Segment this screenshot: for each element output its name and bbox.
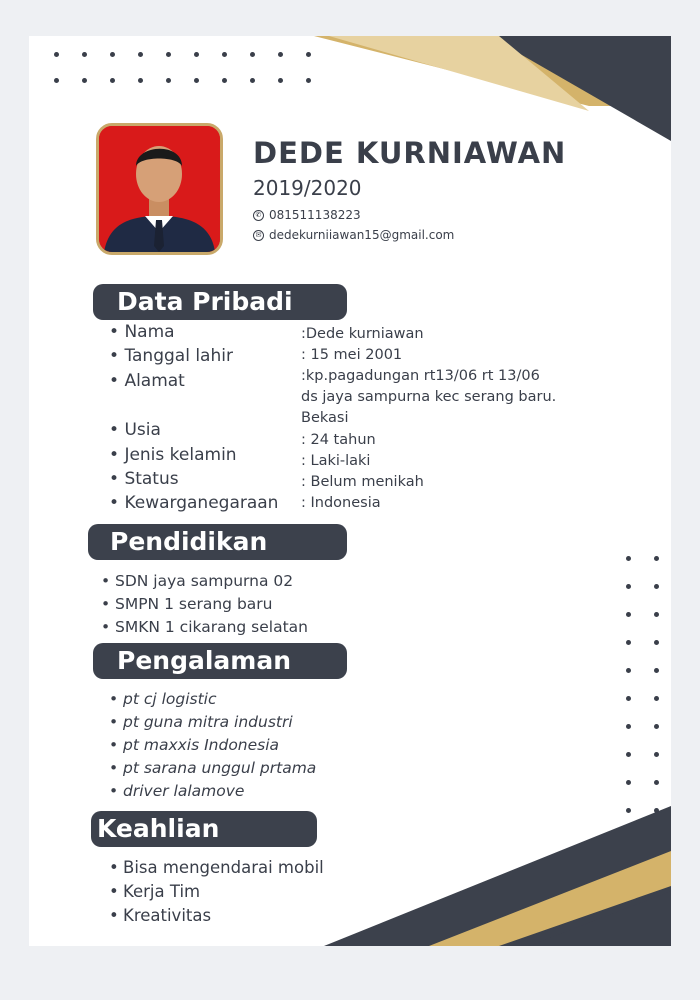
decorative-dot — [654, 696, 659, 701]
dot-grid-top — [54, 52, 324, 86]
decorative-dot — [166, 52, 171, 57]
list-item: • SMPN 1 serang baru — [101, 593, 308, 616]
decorative-dot — [278, 78, 283, 83]
decorative-dot — [138, 52, 143, 57]
alamat-line-2: ds jaya sampurna kec serang baru. — [301, 389, 557, 405]
decorative-dot — [278, 52, 283, 57]
decorative-dot — [654, 612, 659, 617]
value-tanggal-lahir: : 15 mei 2001 — [301, 347, 403, 363]
decorative-dot — [626, 556, 631, 561]
decorative-dot — [250, 78, 255, 83]
decorative-dot — [626, 808, 631, 813]
pengalaman-list — [109, 688, 316, 803]
value-alamat — [301, 366, 556, 429]
value-jenis-kelamin: : Laki-laki — [301, 453, 371, 469]
label-kewarganegaraan: • Kewarganegaraan — [109, 493, 279, 513]
keahlian-list — [109, 856, 324, 928]
decorative-dot — [194, 52, 199, 57]
decorative-dot — [138, 78, 143, 83]
decorative-dot — [654, 640, 659, 645]
list-item: • driver lalamove — [109, 780, 316, 803]
decorative-dot — [110, 52, 115, 57]
profile-photo — [96, 123, 223, 255]
decorative-dot — [626, 640, 631, 645]
list-item: • Kerja Tim — [109, 880, 324, 904]
phone-number: 081511138223 — [269, 208, 361, 222]
email-address: dedekurniiawan15@gmail.com — [269, 228, 455, 242]
list-item: • pt cj logistic — [109, 688, 316, 711]
section-title-pendidikan: Pendidikan — [88, 524, 347, 560]
list-item: • Bisa mengendarai mobil — [109, 856, 324, 880]
decorative-dot — [82, 52, 87, 57]
decorative-dot — [654, 556, 659, 561]
email-contact — [253, 228, 454, 242]
email-icon: ✉ — [253, 230, 264, 241]
decorative-dot — [654, 808, 659, 813]
value-kewarganegaraan: : Indonesia — [301, 495, 381, 511]
decorative-dot — [654, 752, 659, 757]
label-status: • Status — [109, 469, 179, 489]
decorative-dot — [54, 78, 59, 83]
list-item: • SMKN 1 cikarang selatan — [101, 616, 308, 639]
decorative-dot — [626, 584, 631, 589]
list-item: • pt sarana unggul prtama — [109, 757, 316, 780]
decorative-dot — [654, 584, 659, 589]
decorative-dot — [306, 52, 311, 57]
phone-contact — [253, 208, 361, 222]
dot-grid-right — [626, 556, 662, 816]
full-name: DEDE KURNIAWAN — [253, 136, 567, 170]
decorative-dot — [654, 668, 659, 673]
decorative-dot — [54, 52, 59, 57]
decorative-dot — [654, 780, 659, 785]
person-icon — [99, 126, 220, 252]
value-nama: :Dede kurniawan — [301, 326, 424, 342]
list-item: • SDN jaya sampurna 02 — [101, 570, 308, 593]
decorative-dot — [222, 52, 227, 57]
decorative-dot — [626, 696, 631, 701]
decorative-dot — [250, 52, 255, 57]
pendidikan-list — [101, 570, 308, 639]
decorative-dot — [306, 78, 311, 83]
decorative-dot — [654, 724, 659, 729]
decorative-dot — [626, 668, 631, 673]
year-range: 2019/2020 — [253, 176, 362, 200]
label-tanggal-lahir: • Tanggal lahir — [109, 346, 233, 366]
resume-page — [29, 36, 671, 946]
section-title-data-pribadi: Data Pribadi — [93, 284, 347, 320]
label-alamat: • Alamat — [109, 371, 185, 391]
label-nama: • Nama — [109, 322, 175, 342]
section-title-pengalaman: Pengalaman — [93, 643, 347, 679]
decorative-dot — [194, 78, 199, 83]
list-item: • pt maxxis Indonesia — [109, 734, 316, 757]
section-title-keahlian: Keahlian — [91, 811, 317, 847]
alamat-line-1: :kp.pagadungan rt13/06 rt 13/06 — [301, 368, 540, 384]
decorative-dot — [626, 752, 631, 757]
phone-icon: ✆ — [253, 210, 264, 221]
decorative-dot — [626, 612, 631, 617]
decorative-dot — [166, 78, 171, 83]
decorative-dot — [110, 78, 115, 83]
alamat-line-3: Bekasi — [301, 410, 349, 426]
label-usia: • Usia — [109, 420, 161, 440]
value-usia: : 24 tahun — [301, 432, 376, 448]
list-item: • Kreativitas — [109, 904, 324, 928]
value-status: : Belum menikah — [301, 474, 424, 490]
decorative-dot — [222, 78, 227, 83]
list-item: • pt guna mitra industri — [109, 711, 316, 734]
label-jenis-kelamin: • Jenis kelamin — [109, 445, 237, 465]
decorative-dot — [626, 780, 631, 785]
decorative-dot — [82, 78, 87, 83]
decorative-dot — [626, 724, 631, 729]
